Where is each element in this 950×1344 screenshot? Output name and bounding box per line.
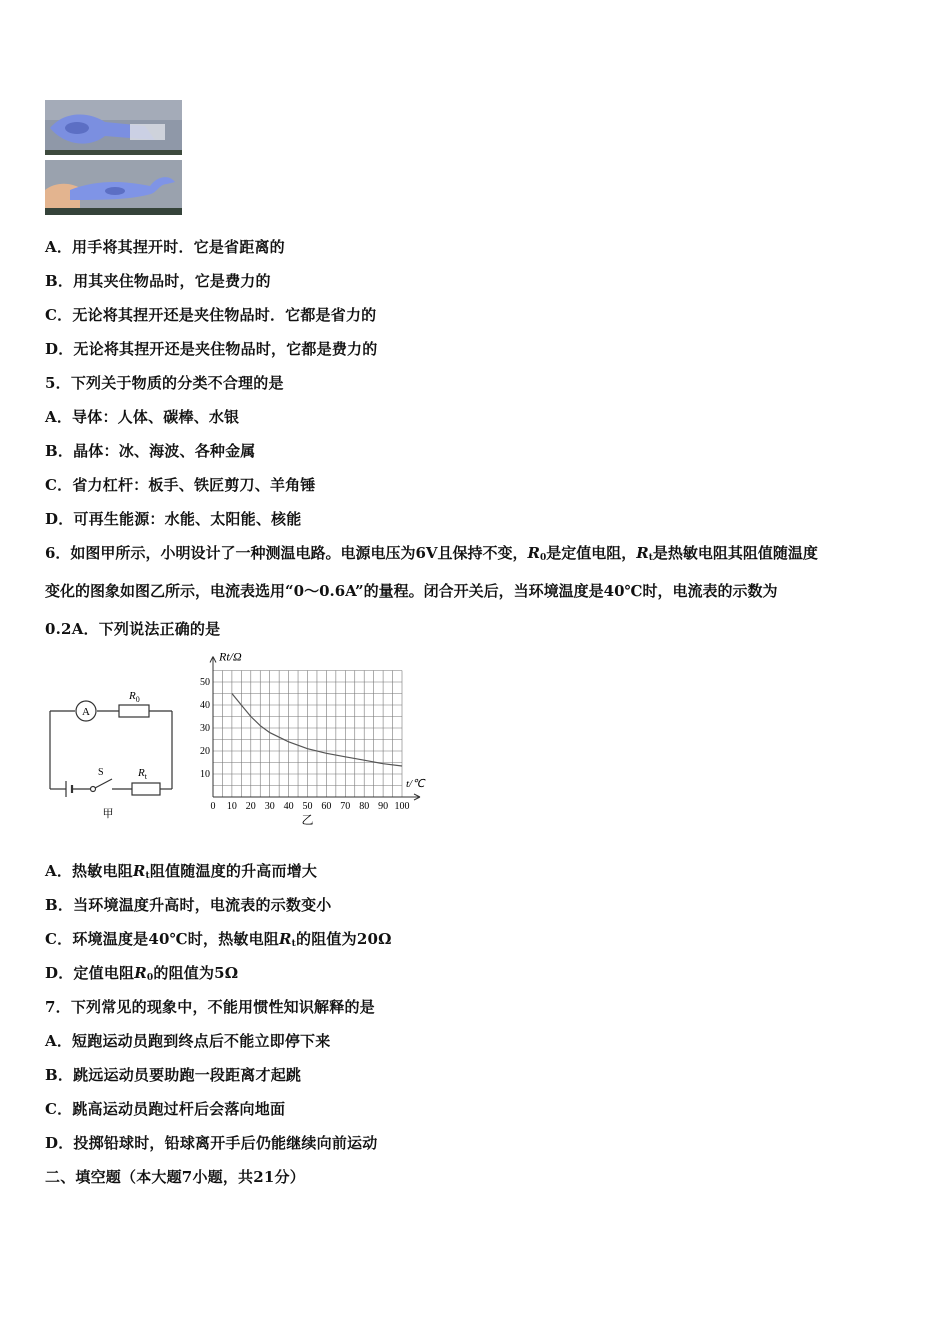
q4-option-a: A．用手将其捏开时．它是省距离的 [45,238,285,256]
circuit-caption: 甲 [102,808,114,820]
q6-option-d: D．定值电阻$R_0$的阻值为5Ω [45,964,239,983]
q5-option-a: A．导体：人体、碳棒、水银 [45,408,240,426]
q5-option-d: D．可再生能源：水能、太阳能、核能 [45,510,302,528]
q5-stem: 5．下列关于物质的分类不合理的是 [45,374,284,392]
q7-option-d: D．投掷铅球时，铅球离开手后仍能继续向前运动 [45,1134,378,1152]
clip-photo-open [45,100,182,155]
q5-option-b: B．晶体：冰、海波、各种金属 [45,442,256,460]
q6-stem-line2: 变化的图象如图乙所示，电流表选用“0～0.6A”的量程。闭合开关后，当环境温度是40℃时，电流表的示数为 [45,582,778,600]
rt-resistor [132,783,160,795]
x-tick-label: 20 [245,801,256,812]
r0-label: $R_0$ [129,690,140,704]
x-tick-label: 40 [283,801,294,812]
x-tick-label: 70 [340,801,351,812]
section-2-heading: 二、填空题（本大题7小题，共21分） [45,1168,305,1186]
ammeter-label: A [82,706,90,718]
circuit-diagram [42,655,182,825]
y-tick-label: 10 [200,769,210,780]
switch-lever [95,779,112,788]
x-tick-label: 50 [302,801,313,812]
q6-option-c: C．环境温度是40℃时，热敏电阻$R_t$的阻值为20Ω [45,930,392,949]
q4-option-c: C．无论将其捏开还是夹住物品时．它都是省力的 [45,306,377,324]
q6-option-b: B．当环境温度升高时，电流表的示数变小 [45,896,332,914]
x-tick-label: 80 [359,801,370,812]
q7-stem: 7．下列常见的现象中，不能用惯性知识解释的是 [45,998,375,1016]
q7-option-c: C．跳高运动员跑过杆后会落向地面 [45,1100,286,1118]
x-tick-label: 90 [378,801,389,812]
y-tick-label: 50 [200,677,210,688]
chart-ylabel: Rt/Ω [219,649,242,664]
q4-option-d: D．无论将其捏开还是夹住物品时，它都是费力的 [45,340,378,358]
q6-stem-line1: 6．如图甲所示，小明设计了一种测温电路。电源电压为6V且保持不变，$R_0$是定值电阻，$R_t$是热敏电阻其阻值随温度 [45,544,818,563]
y-tick-label: 30 [200,723,210,734]
rt-label: $R_t$ [138,767,147,781]
r0-resistor [119,705,149,717]
q7-option-a: A．短跑运动员跑到终点后不能立即停下来 [45,1032,331,1050]
y-tick-label: 20 [200,746,210,757]
chart-caption: 乙 [301,813,314,827]
chart-grid [213,671,402,798]
q4-option-b: B．用其夹住物品时，它是费力的 [45,272,271,290]
x-tick-label: 60 [321,801,332,812]
rt-temperature-chart [195,645,440,830]
q6-option-a: A．热敏电阻$R_t$阻值随温度的升高而增大 [45,862,318,881]
q7-option-b: B．跳远运动员要助跑一段距离才起跳 [45,1066,302,1084]
x-tick-label: 0 [210,801,216,812]
x-tick-label: 10 [226,801,237,812]
switch-label: S [98,767,104,778]
q5-option-c: C．省力杠杆：板手、铁匠剪刀、羊角锤 [45,476,316,494]
y-tick-label: 40 [200,700,210,711]
chart-tick-labels [200,677,410,812]
x-tick-label: 30 [264,801,275,812]
chart-xlabel: t/℃ [406,778,425,790]
clip-photo-holding [45,160,182,215]
x-tick-label: 100 [394,801,410,812]
q6-stem-line3: 0.2A．下列说法正确的是 [45,620,221,638]
